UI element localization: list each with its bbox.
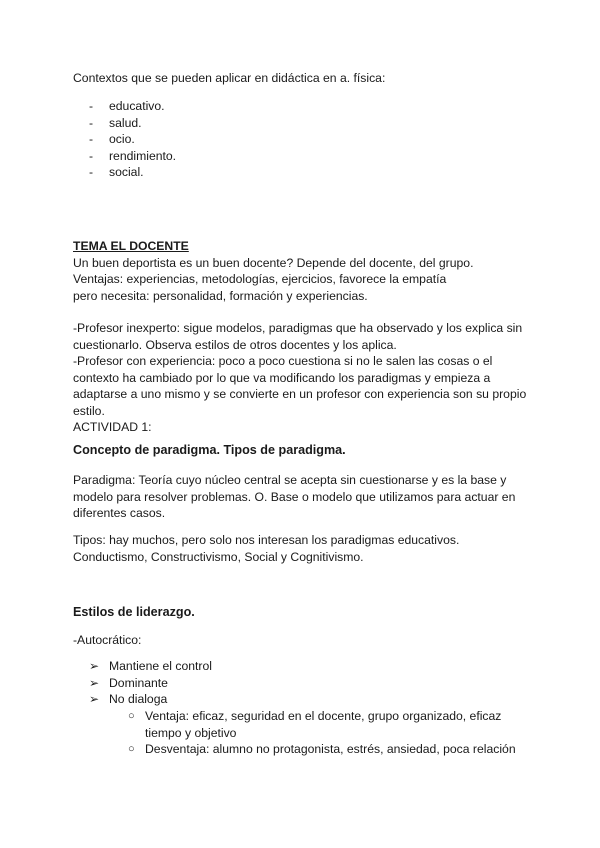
- dash-marker: -: [89, 99, 94, 113]
- dash-marker: -: [89, 132, 94, 146]
- paragraph-line: contexto ha cambiado por lo que va modificando los paradigmas y empieza a: [73, 370, 491, 385]
- docente-section: [73, 238, 533, 304]
- paragraph-line: Paradigma: Teoría cuyo núcleo central se acepta sin cuestionarse y es la base y: [73, 473, 507, 487]
- dash-marker: -: [89, 148, 94, 163]
- list-item: [73, 708, 533, 741]
- paradigma-tipos: [73, 532, 533, 565]
- contexts-heading: [73, 70, 533, 87]
- paradigma-definition: [73, 472, 533, 522]
- list-item: [73, 658, 212, 675]
- list-item: [73, 148, 176, 165]
- list-item: [73, 741, 533, 758]
- list-item-text: rendimiento.: [109, 148, 177, 163]
- autocratico-block: [73, 632, 533, 649]
- dash-marker: -: [89, 165, 94, 179]
- paragraph-line: Ventajas: experiencias, metodologías, ejercicios, favorece la empatía: [73, 272, 447, 286]
- liderazgo-title-block: [73, 604, 533, 621]
- paragraph-line: Tipos: hay muchos, pero solo nos interesan los paradigmas educativos.: [73, 533, 460, 547]
- list-item-text: Desventaja: alumno no protagonista, estrés, ansiedad, poca relación: [145, 742, 516, 756]
- arrow-bullet-icon: ➢: [89, 659, 100, 673]
- paragraph-line: pero necesita: personalidad, formación y experiencias.: [73, 288, 368, 303]
- list-item-text: Ventaja: eficaz, seguridad en el docente, grupo organizado, eficaz: [145, 709, 502, 723]
- circle-bullet-icon: ○: [128, 743, 135, 755]
- paragraph-line: diferentes casos.: [73, 506, 166, 520]
- list-item-text: Dominante: [109, 675, 168, 690]
- list-item: [73, 131, 176, 148]
- paragraph-line: cuestionarlo. Observa estilos de otros docentes y los aplica.: [73, 337, 397, 352]
- list-item: [73, 164, 176, 181]
- profesor-section: [73, 320, 533, 436]
- dash-marker: -: [89, 115, 94, 130]
- list-item-text: salud.: [109, 115, 142, 130]
- list-item: [73, 98, 176, 115]
- circle-bullet-icon: ○: [128, 710, 135, 722]
- paradigma-title-block: [73, 442, 533, 459]
- arrow-bullet-icon: ➢: [89, 692, 100, 706]
- ventajas-sublist: [73, 708, 533, 758]
- liderazgo-title: Estilos de liderazgo.: [73, 605, 195, 619]
- list-item-text: educativo.: [109, 99, 165, 113]
- list-item-text: ocio.: [109, 132, 135, 146]
- list-item: [73, 691, 212, 708]
- list-item-text: social.: [109, 165, 144, 179]
- contexts-list: [73, 98, 176, 181]
- paragraph-line: -Profesor con experiencia: poco a poco cuestiona si no le salen las cosas o el: [73, 354, 493, 368]
- contexts-heading-text: Contextos que se pueden aplicar en didáctica en a. física:: [73, 71, 386, 85]
- list-item: [73, 115, 176, 132]
- list-item-text: Mantiene el control: [109, 659, 212, 673]
- paragraph-line: modelo para resolver problemas. O. Base o modelo que utilizamos para actuar en: [73, 489, 516, 504]
- paragraph-line: adaptarse a uno mismo y se convierte en un profesor con experiencia son su propio: [73, 387, 527, 401]
- autocratico-label: -Autocrático:: [73, 633, 142, 647]
- list-item: [73, 675, 212, 692]
- arrow-bullet-icon: ➢: [89, 675, 100, 690]
- activity-label: ACTIVIDAD 1:: [73, 420, 152, 434]
- autocratico-features-list: [73, 658, 212, 708]
- paradigma-title: Concepto de paradigma. Tipos de paradigma.: [73, 443, 346, 457]
- paragraph-line: estilo.: [73, 403, 105, 418]
- list-item-text: No dialoga: [109, 692, 168, 706]
- paragraph-line: -Profesor inexperto: sigue modelos, paradigmas que ha observado y los explica sin: [73, 321, 523, 335]
- list-item-text: tiempo y objetivo: [145, 725, 237, 740]
- paragraph-line: Conductismo, Constructivismo, Social y Cognitivismo.: [73, 549, 364, 564]
- paragraph-line: Un buen deportista es un buen docente? Depende del docente, del grupo.: [73, 255, 474, 270]
- docente-title: TEMA EL DOCENTE: [73, 239, 189, 253]
